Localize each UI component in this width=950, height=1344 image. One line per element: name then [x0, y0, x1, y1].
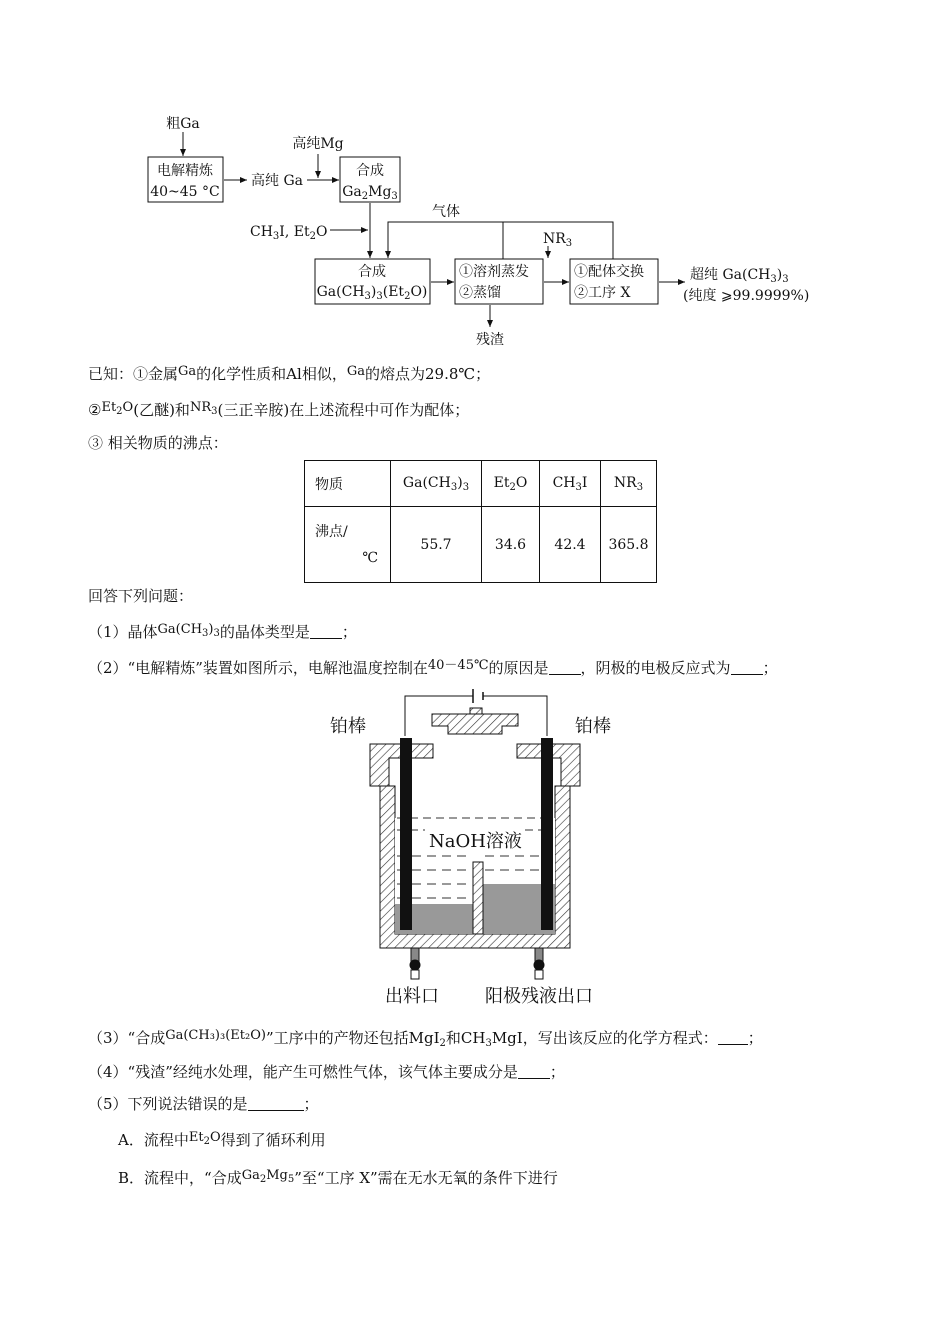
formula-gach3: $Ga(CH_3)_3$	[157, 622, 220, 639]
formula-et2o: $Et_2O$	[188, 1130, 221, 1147]
gas-label: 气体	[432, 204, 460, 220]
known-text: ②	[88, 401, 102, 419]
known-text: 已知：①金属	[88, 365, 179, 383]
left-platinum-rod	[400, 738, 412, 930]
question-3: （3）“合成Ga(CH₃)₃(Et₂O)”工序中的产物还包括MgI$_2$和$CH_3MgI$，写出该反应的化学方程式： ；	[88, 1028, 763, 1049]
step3-line2: ②蒸馏	[459, 285, 501, 301]
formula-synthesis-product: Ga(CH₃)₃(Et₂O)	[165, 1028, 266, 1043]
answer-blank[interactable]	[248, 1096, 304, 1111]
answer-blank[interactable]	[310, 624, 342, 639]
table-col-nr3: $NR_3$	[601, 461, 657, 507]
question-1: （1）晶体$Ga(CH_3)_3$的晶体类型是 ；	[88, 622, 357, 641]
table-col-et2o: $Et_2O$	[482, 461, 540, 507]
table-cell-value: 34.6	[482, 507, 540, 583]
table-col-gach3: $Ga(CH_3)_3$	[391, 461, 482, 507]
step4-line1: ①配体交换	[574, 264, 644, 280]
left-rod-label: 铂棒	[330, 716, 366, 737]
reagents-label: $CH_3I$, $Et_2O$	[250, 224, 328, 242]
outlet-left-label: 出料口	[385, 986, 439, 1007]
known-text: (三正辛胺)在上述流程中可作为配体；	[217, 401, 470, 419]
answer-blank[interactable]	[518, 1064, 550, 1079]
table-cell-value: 55.7	[391, 507, 482, 583]
solution-label: NaOH溶液	[429, 831, 522, 852]
crude-ga-label: 粗Ga	[166, 116, 200, 132]
formula-mgi2: MgI$_2$	[408, 1029, 446, 1049]
known-text: 的熔点为	[364, 365, 425, 383]
option-a[interactable]: A．流程中$Et_2O$得到了循环利用	[118, 1130, 326, 1149]
known-line-3: ③ 相关物质的沸点：	[88, 434, 228, 452]
synthesis1-label: 合成	[356, 163, 384, 179]
formula-ga2mg5: $Ga_2Mg_5$	[241, 1168, 295, 1185]
questions-intro: 回答下列问题：	[88, 587, 194, 605]
process-flowchart	[140, 112, 830, 352]
high-purity-mg-label: 高纯Mg	[292, 136, 344, 152]
answer-blank[interactable]	[731, 660, 763, 675]
formula-ch3mgi: $CH_3MgI$	[460, 1029, 523, 1049]
high-purity-ga-label: 高纯 Ga	[251, 173, 303, 189]
formula-al: Al	[286, 365, 302, 383]
formula-ga: Ga	[346, 364, 365, 379]
step3-line1: ①溶剂蒸发	[459, 264, 529, 280]
answer-blank[interactable]	[718, 1030, 748, 1045]
electrolysis-temp: 40~45 °C	[150, 184, 220, 200]
answer-blank[interactable]	[549, 660, 581, 675]
right-platinum-rod	[541, 738, 553, 930]
table-col-ch3i: $CH_3I$	[540, 461, 601, 507]
outlet-right-label: 阳极残液出口	[485, 986, 593, 1007]
question-5: （5）下列说法错误的是 ；	[88, 1095, 319, 1113]
synthesis1-formula: $Ga_2Mg_3$	[342, 184, 398, 202]
synthesis2-label: 合成	[358, 264, 386, 280]
boiling-point-table	[304, 460, 657, 583]
table-cell-value: 42.4	[540, 507, 601, 583]
question-4: （4）“残渣”经纯水处理，能产生可燃性气体，该气体主要成分是 ；	[88, 1063, 565, 1081]
synthesis2-formula: $Ga(CH_3)_3(Et_2O)$	[316, 284, 428, 302]
formula-et2o: $Et_2O$	[101, 400, 134, 417]
table-header-substance: 物质	[305, 461, 391, 507]
electrolysis-label: 电解精炼	[157, 163, 213, 179]
formula-nr3: $NR_3$	[189, 400, 218, 417]
temperature-range: 40－45℃	[427, 658, 489, 673]
known-text: 的化学性质和	[196, 365, 287, 383]
known-text: 相似，	[301, 365, 347, 383]
electrolysis-cell-diagram	[325, 686, 635, 1011]
residue-label: 残渣	[476, 332, 504, 348]
right-rod-label: 铂棒	[575, 716, 611, 737]
step4-line2: ②工序 X	[574, 285, 631, 301]
purity-label: (纯度 ⩾99.9999%)	[683, 288, 810, 304]
known-line-2	[88, 398, 469, 422]
table-cell-value: 365.8	[601, 507, 657, 583]
known-text: (乙醚)和	[133, 401, 190, 419]
known-line-1	[88, 362, 490, 384]
product-label: 超纯 $Ga(CH_3)_3$	[690, 267, 789, 285]
table-row-label-bp: 沸点/ ℃	[305, 507, 391, 583]
formula-ga: Ga	[178, 364, 197, 379]
question-2: （2）“电解精炼”装置如图所示，电解池温度控制在40－45℃的原因是 ，阴极的电极反应式为 ；	[88, 658, 778, 677]
option-b[interactable]: B．流程中，“合成$Ga_2Mg_5$”至“工序 X”需在无水无氧的条件下进行	[118, 1168, 558, 1187]
nr3-label: $NR_3$	[543, 231, 573, 249]
melting-point: 29.8℃；	[424, 365, 491, 383]
